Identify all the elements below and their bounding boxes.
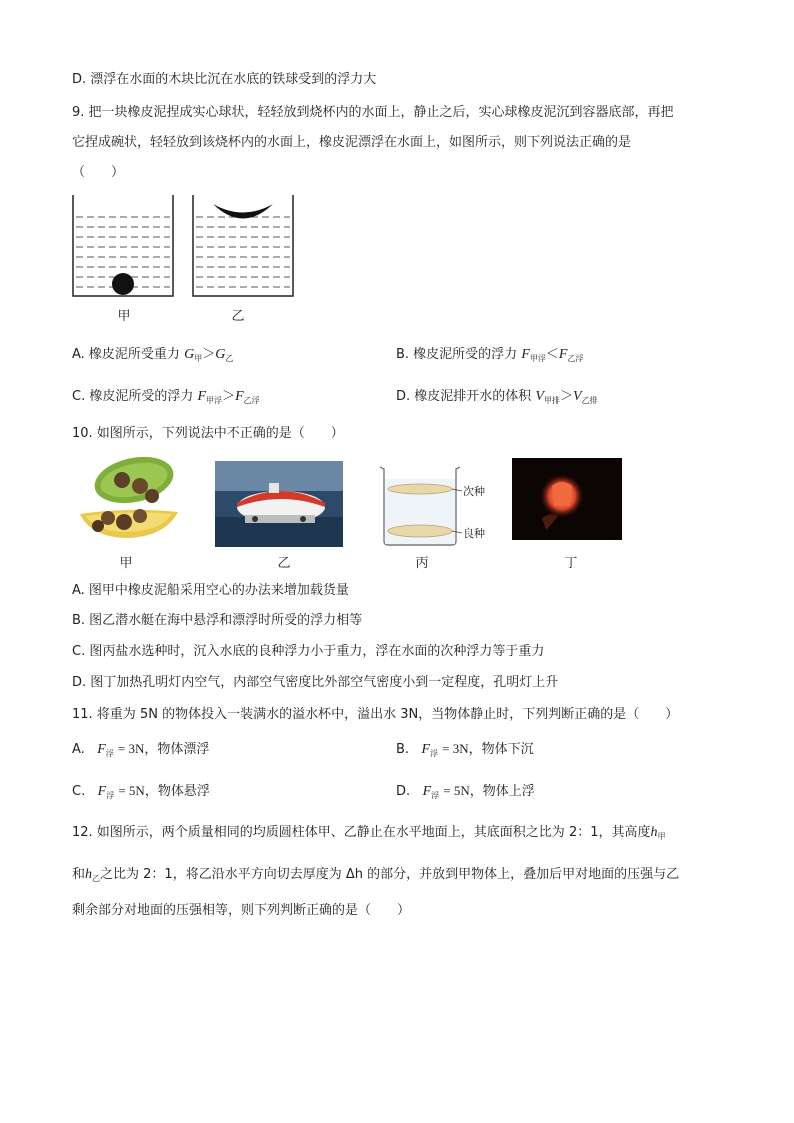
q9-option-a: A. 橡皮泥所受重力 $G_甲>G_乙$ [72,347,234,363]
q10-image-yi [215,461,343,547]
q10-option-b: B. 图乙潜水艇在海中悬浮和漂浮时所受的浮力相等 [72,613,363,628]
q10-option-d: D. 图丁加热孔明灯内空气，内部空气密度比外部空气密度小到一定程度，孔明灯上升 [72,675,559,690]
q12-stem-line3: 剩余部分对地面的压强相等，则下列判断正确的是（ ） [72,903,411,918]
q9-stem-line2: 它捏成碗状，轻轻放到该烧杯内的水面上，橡皮泥漂浮在水面上，如图所示，则下列说法正确的是 [72,135,632,150]
q9-option-c: C. 橡皮泥所受的浮力 $F_{甲浮}>F_{乙浮}$ [72,389,260,405]
q9-option-b: B. 橡皮泥所受的浮力 $F_{甲浮}<F_{乙浮}$ [396,347,584,363]
q10-option-c: C. 图丙盐水选种时，沉入水底的良种浮力小于重力，浮在水面的次种浮力等于重力 [72,644,545,659]
q10-fig-label-bing: 丙 [415,556,429,571]
q11-option-b: B. $F_浮 = 3N$，物体下沉 [396,741,534,758]
q10-fig-label-yi: 乙 [277,556,291,571]
q10-fig-label-jia: 甲 [119,556,133,571]
q9-beaker-figure [70,193,300,303]
q9-answer-paren: （ ） [72,165,125,180]
q11-option-c: C. $F_浮 = 5N$，物体悬浮 [72,783,210,800]
q10-fig-label-ding: 丁 [564,556,578,571]
label-cizhong: 次种 [463,485,485,498]
q11-option-d: D. $F_浮 = 5N$，物体上浮 [396,783,535,800]
q10-stem: 10. 如图所示，下列说法中不正确的是（ ） [72,426,344,441]
clay-ball [112,273,134,295]
clay-bowl [213,204,273,219]
q10-image-jia [72,452,182,544]
q9-fig-label-yi: 乙 [231,309,245,324]
q9-fig-label-jia: 甲 [117,309,131,324]
beaker-yi [193,195,293,296]
q9-stem-line1: 9. 把一块橡皮泥捏成实心球状，轻轻放到烧杯内的水面上，静止之后，实心球橡皮泥沉到容器底部，再把 [72,105,674,120]
q10-option-a: A. 图甲中橡皮泥船采用空心的办法来增加载货量 [72,583,349,598]
q12-stem-line1: 12. 如图所示，两个质量相同的均质圆柱体甲、乙静止在水平地面上，其底面积之比为 2：1，其高度$h_甲$ [72,825,666,841]
q9-option-d: D. 橡皮泥排开水的体积 $V_{甲排}>V_{乙排}$ [396,389,598,405]
q10-image-bing [372,461,492,546]
q12-stem-line2: 和$h_乙$之比为 2：1，将乙沿水平方向切去厚度为 Δh 的部分，并放到甲物体上，叠加后甲对地面的压强与乙 [72,867,680,883]
q8-option-d: D. 漂浮在水面的木块比沉在水底的铁球受到的浮力大 [72,72,377,87]
q11-option-a: A. $F_浮 = 3N$，物体漂浮 [72,741,210,758]
beaker-jia [73,195,173,296]
label-liangzhong: 良种 [463,527,485,540]
q11-stem: 11. 将重为 5N 的物体投入一装满水的溢水杯中，溢出水 3N，当物体静止时，下列判断正确的是（ ） [72,707,679,722]
q10-image-ding [512,458,622,540]
